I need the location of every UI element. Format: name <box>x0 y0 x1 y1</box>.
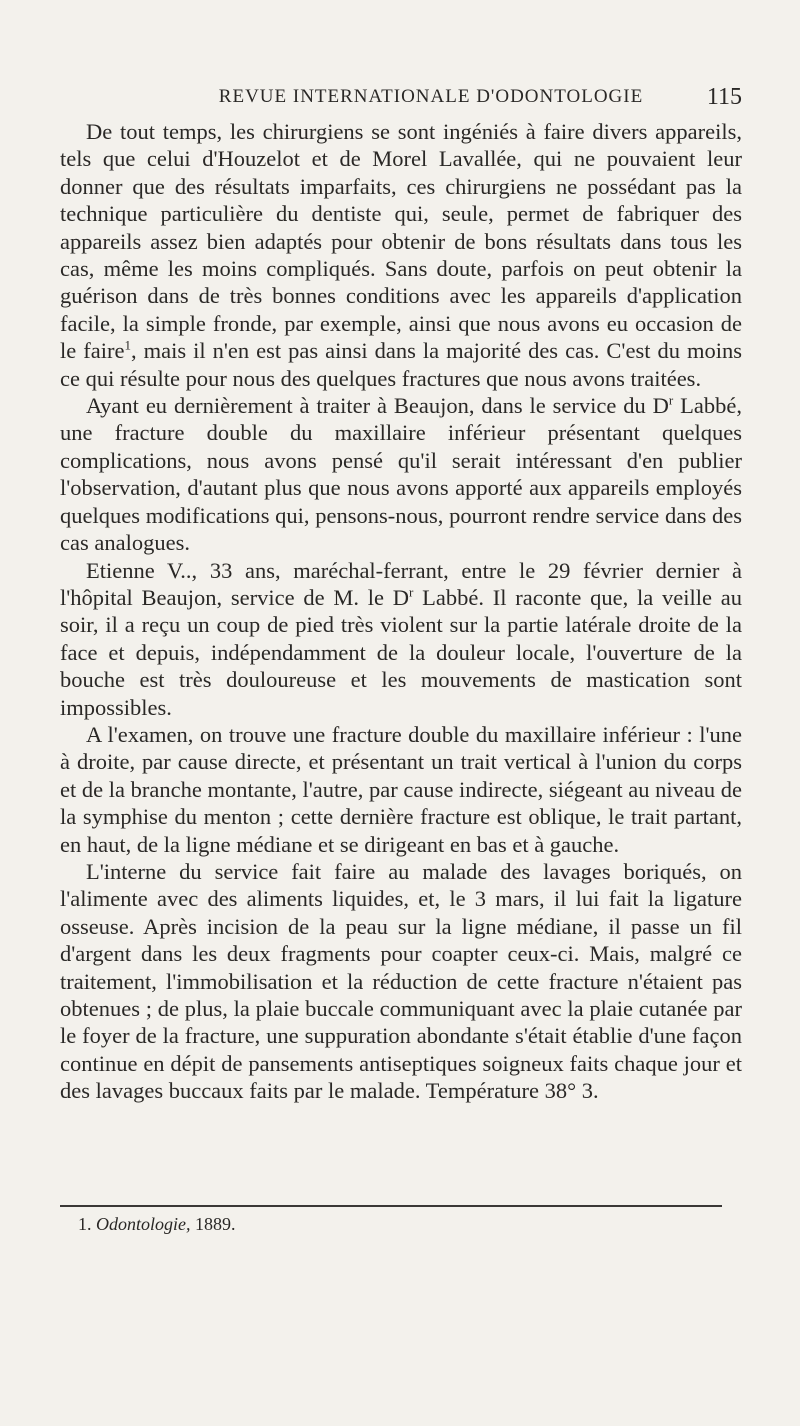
journal-title: REVUE INTERNATIONALE D'ODONTOLOGIE <box>218 86 644 107</box>
paragraph-4: A l'examen, on trouve une fracture double du maxillaire inférieur : l'une à droite, par cause directe, et présentant un trait vertical à l'union du corps et de la branche montante, l'autre, par cause indirecte, siégeant au niveau de la symphise du menton ; cette dernière fracture est oblique, le trait partant, en haut, de la ligne médiane et se dirigeant en bas et à gauche. <box>60 721 742 857</box>
footnote-marker[interactable]: 1 <box>124 337 131 353</box>
paragraph-2: Ayant eu dernièrement à traiter à Beaujon, dans le service du $D^r$ Labbé, une fracture double du maxillaire inférieur présentant quelques complications, nous avons pensé qu'il serait intéressant d'en publier l'observation, d'autant plus que nous avons apporté aux appareils employés quelques modifications qui, pensons-nous, pourront rendre service dans des cas analogues. <box>60 392 743 556</box>
page-number: 115 <box>706 84 742 110</box>
paragraph-3: Etienne V.., 33 ans, maréchal-ferrant, entre le 29 février dernier à l'hôpital Beaujon, service de M. le $D^r$ Labbé. Il raconte que, la veille au soir, il a reçu un coup de pied très violent sur la partie latérale droite de la face et depuis, indépendamment de la douleur locale, l'ouverture de la bouche est très douloureuse et les mouvements de mastication sont impossibles. <box>60 557 743 720</box>
footnote-number: 1. <box>78 1214 92 1234</box>
footnote-year: 1889. <box>195 1214 236 1234</box>
running-header <box>60 86 742 114</box>
footnote-divider <box>60 1205 722 1207</box>
article-body <box>60 118 742 1105</box>
footnote <box>78 1214 236 1235</box>
paragraph-5: L'interne du service fait faire au malade des lavages boriqués, on l'alimente avec des aliments liquides, et, le 3 mars, il lui fait la ligature osseuse. Après incision de la peau sur la ligne médiane, il passe un fil d'argent dans les deux fragments pour coapter ceux-ci. Mais, malgré ce traitement, l'immobilisation et la réduction de cette fracture n'étaient pas obtenues ; de plus, la plaie buccale communiquant avec la plaie cutanée par le foyer de la fracture, une suppuration abondante s'était établie d'une façon continue en dépit de pansements antiseptiques soigneux faits chaque jour et des lavages buccaux faits par le malade. Température 38° 3. <box>60 858 742 1104</box>
footnote-source: Odontologie, <box>96 1214 191 1234</box>
paragraph-1: De tout temps, les chirurgiens se sont ingéniés à faire divers appareils, tels que celui d'Houzelot et de Morel Lavallée, qui ne pouvaient leur donner que des résultats imparfaits, ces chirurgiens ne possédant pas la technique particulière du dentiste qui, seule, permet de fabriquer des appareils assez bien adaptés pour obtenir de bons résultats dans tous les cas, même les moins compliqués. Sans doute, parfois on peut obtenir la guérison dans de très bonnes conditions avec les appareils d'application facile, la simple fronde, par exemple, ainsi que nous avons eu occasion de le faire$^1$, mais il n'en est pas ainsi dans la majorité des cas. C'est du moins ce qui résulte pour nous des quelques fractures que nous avons traitées. <box>60 119 742 391</box>
